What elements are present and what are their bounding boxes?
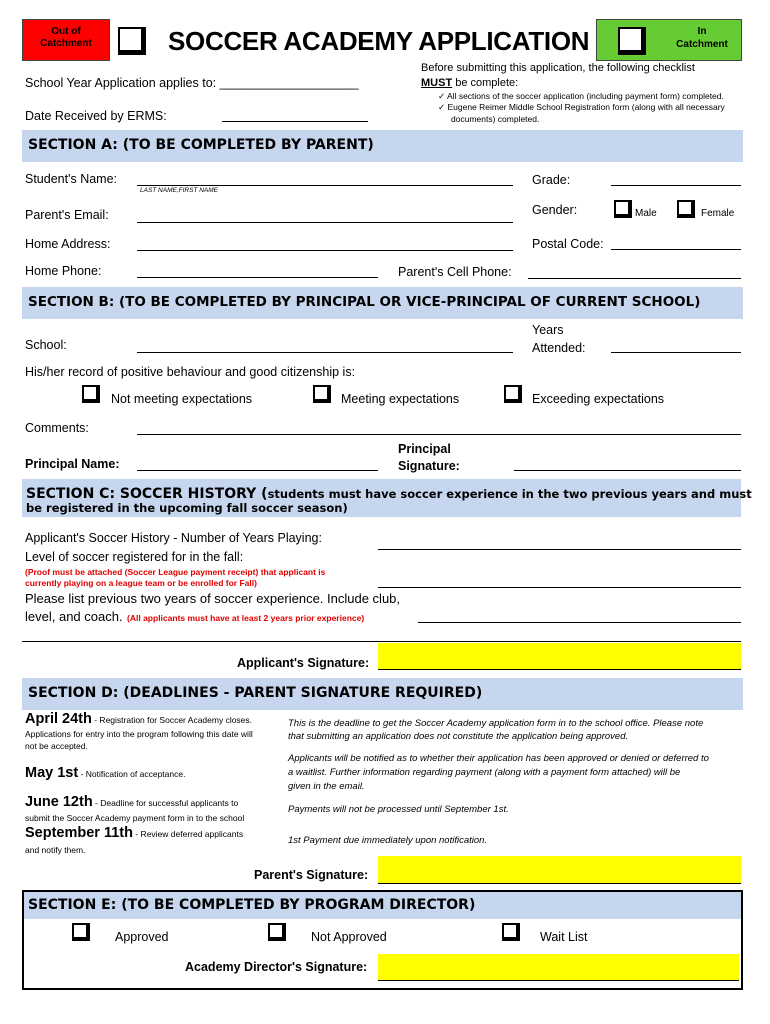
level-label: Level of soccer registered for in the fall: xyxy=(25,550,244,564)
female-label: Female xyxy=(701,208,735,219)
postal-code-field[interactable] xyxy=(611,249,741,250)
experience-field-2[interactable] xyxy=(22,641,741,642)
gender-label: Gender: xyxy=(532,203,578,217)
not-meeting-label: Not meeting expectations xyxy=(111,392,253,406)
deadline-1-date: April 24th xyxy=(25,711,92,727)
comments-field[interactable] xyxy=(137,434,741,435)
principal-name-field[interactable] xyxy=(137,470,378,471)
section-a-header xyxy=(22,130,743,162)
list-label-1: Please list previous two years of soccer experience. Include club, xyxy=(25,591,401,606)
checklist-must-line xyxy=(421,77,518,89)
date-received-field[interactable] xyxy=(222,121,368,122)
cell-phone-field[interactable] xyxy=(528,278,741,279)
exceeding-label: Exceeding expectations xyxy=(532,392,665,406)
home-phone-field[interactable] xyxy=(137,277,378,278)
checklist-item-1: ✓ All sections of the soccer application (including payment form) completed. xyxy=(438,91,724,101)
approved-checkbox[interactable] xyxy=(72,923,90,941)
section-a-title: SECTION A: (TO BE COMPLETED BY PARENT) xyxy=(28,137,374,153)
list-note: (All applicants must have at least 2 years prior experience) xyxy=(127,613,365,623)
applicant-signature-label: Applicant's Signature: xyxy=(237,656,370,670)
deadline-2-text: - Notification of acceptance. xyxy=(78,769,186,779)
in-catchment-label: In Catchment xyxy=(676,26,728,50)
out-of-catchment-label: Out of Catchment xyxy=(40,26,92,49)
checklist-item-3: documents) completed. xyxy=(451,114,540,124)
checklist-intro: Before submitting this application, the following checklist xyxy=(421,62,695,74)
approved-label: Approved xyxy=(115,930,169,944)
out-of-catchment-badge xyxy=(22,19,110,61)
meeting-label: Meeting expectations xyxy=(341,392,460,406)
out-of-catchment-checkbox[interactable] xyxy=(118,27,146,55)
deadline-3-date: June 12th xyxy=(25,794,93,810)
checklist-be: be complete: xyxy=(452,77,519,89)
parent-email-field[interactable] xyxy=(137,222,513,223)
in-catchment-checkbox[interactable] xyxy=(618,27,646,55)
record-label: His/her record of positive behaviour and good citizenship is: xyxy=(25,365,356,379)
date-received-label: Date Received by ERMS: xyxy=(25,109,167,123)
deadline-1-note-1: This is the deadline to get the Soccer Academy application form in to the school office. Please note xyxy=(288,718,704,729)
section-b-header xyxy=(22,287,743,319)
meeting-checkbox[interactable] xyxy=(313,385,331,403)
deadline-4 xyxy=(25,824,243,842)
parent-signature-label: Parent's Signature: xyxy=(254,868,369,882)
male-checkbox[interactable] xyxy=(614,200,632,218)
student-name-hint: LAST NAME,FIRST NAME xyxy=(140,187,219,194)
section-c-title: SECTION C: SOCCER HISTORY ( xyxy=(26,486,268,502)
home-phone-label: Home Phone: xyxy=(25,264,102,278)
section-d-header xyxy=(22,678,743,710)
not-meeting-checkbox[interactable] xyxy=(82,385,100,403)
director-signature-field[interactable] xyxy=(378,954,739,981)
deadline-3 xyxy=(25,793,238,811)
student-name-label: Student's Name: xyxy=(25,172,118,186)
proof-note-1: (Proof must be attached (Soccer League payment receipt) that applicant is xyxy=(25,567,326,577)
list-label-2: level, and coach. xyxy=(25,609,123,624)
not-approved-label: Not Approved xyxy=(311,930,387,944)
deadline-2-note-1: Applicants will be notified as to whether their application has been approved or denied or deferred to xyxy=(288,753,709,764)
section-e-title: SECTION E: (TO BE COMPLETED BY PROGRAM DIRECTOR) xyxy=(28,897,476,913)
not-approved-checkbox[interactable] xyxy=(268,923,286,941)
deadline-3-note: Payments will not be processed until September 1st. xyxy=(288,804,509,815)
section-b-title: SECTION B: (TO BE COMPLETED BY PRINCIPAL OR VICE-PRINCIPAL OF CURRENT SCHOOL) xyxy=(28,294,701,310)
deadline-2 xyxy=(25,764,185,782)
cell-phone-label: Parent's Cell Phone: xyxy=(398,265,512,279)
proof-note-2: currently playing on a league team or be enrolled for Fall) xyxy=(25,578,257,588)
wait-list-checkbox[interactable] xyxy=(502,923,520,941)
principal-name-label: Principal Name: xyxy=(25,457,120,471)
checklist-item-2: ✓ Eugene Reimer Middle School Registration form (along with all necessary xyxy=(438,102,725,112)
deadline-4-text-2: and notify them. xyxy=(25,845,86,855)
comments-label: Comments: xyxy=(25,421,89,435)
deadline-3-text-2: submit the Soccer Academy payment form in to the school xyxy=(25,813,245,823)
parent-signature-field[interactable] xyxy=(378,856,741,884)
female-checkbox[interactable] xyxy=(677,200,695,218)
home-address-field[interactable] xyxy=(137,250,513,251)
deadline-4-note: 1st Payment due immediately upon notification. xyxy=(288,835,488,846)
male-label: Male xyxy=(635,208,657,219)
section-c-subtitle-2: be registered in the upcoming fall soccer season) xyxy=(26,501,348,515)
years-attended-label-1: Years xyxy=(532,323,564,337)
home-address-label: Home Address: xyxy=(25,237,111,251)
years-playing-label: Applicant's Soccer History - Number of Years Playing: xyxy=(25,531,322,545)
school-year-label: School Year Application applies to: ____________________ xyxy=(25,76,359,90)
principal-signature-field[interactable] xyxy=(514,470,741,471)
wait-list-label: Wait List xyxy=(540,930,588,944)
experience-field-1[interactable] xyxy=(418,622,741,623)
deadline-2-note-2: a waitlist. Further information regarding payment (along with a payment form attached) will be xyxy=(288,767,681,778)
parent-email-label: Parent's Email: xyxy=(25,208,109,222)
school-field[interactable] xyxy=(137,352,513,353)
level-field[interactable] xyxy=(378,549,741,550)
deadline-1-text-3: not be accepted. xyxy=(25,741,88,751)
deadline-1 xyxy=(25,710,252,728)
deadline-4-date: September 11th xyxy=(25,825,133,841)
deadline-2-note-3: given in the email. xyxy=(288,781,365,792)
section-c-header xyxy=(22,479,752,517)
deadline-2-date: May 1st xyxy=(25,765,79,781)
section-c-subtitle-1: students must have soccer experience in the two previous years and must xyxy=(267,487,752,501)
exceeding-checkbox[interactable] xyxy=(504,385,522,403)
school-label: School: xyxy=(25,338,67,352)
section-d-title: SECTION D: (DEADLINES - PARENT SIGNATURE REQUIRED) xyxy=(28,685,483,701)
deadline-1-text: - Registration for Soccer Academy closes. xyxy=(91,715,253,725)
years-attended-field[interactable] xyxy=(611,352,741,353)
section-e-header xyxy=(24,892,741,919)
grade-label: Grade: xyxy=(532,173,571,187)
principal-signature-label-2: Signature: xyxy=(398,459,460,473)
deadline-1-text-2: Applications for entry into the program following this date will xyxy=(25,729,253,739)
page-title: SOCCER ACADEMY APPLICATION xyxy=(168,26,590,56)
postal-code-label: Postal Code: xyxy=(532,237,604,251)
deadline-4-text: - Review deferred applicants xyxy=(133,829,244,839)
checklist-must: MUST xyxy=(421,77,453,89)
applicant-signature-field[interactable] xyxy=(378,643,741,670)
section-c-title-line xyxy=(26,483,752,502)
grade-field[interactable] xyxy=(611,185,741,186)
list-label-2-line xyxy=(25,608,364,626)
years-attended-label-2: Attended: xyxy=(532,341,586,355)
principal-signature-label-1: Principal xyxy=(398,442,451,456)
director-signature-label: Academy Director's Signature: xyxy=(185,960,368,974)
student-name-field[interactable] xyxy=(137,185,513,186)
years-playing-field[interactable] xyxy=(378,587,741,588)
deadline-3-text: - Deadline for successful applicants to xyxy=(92,798,239,808)
deadline-1-note-2: that submitting an application does not constitute the application being approved. xyxy=(288,731,629,742)
